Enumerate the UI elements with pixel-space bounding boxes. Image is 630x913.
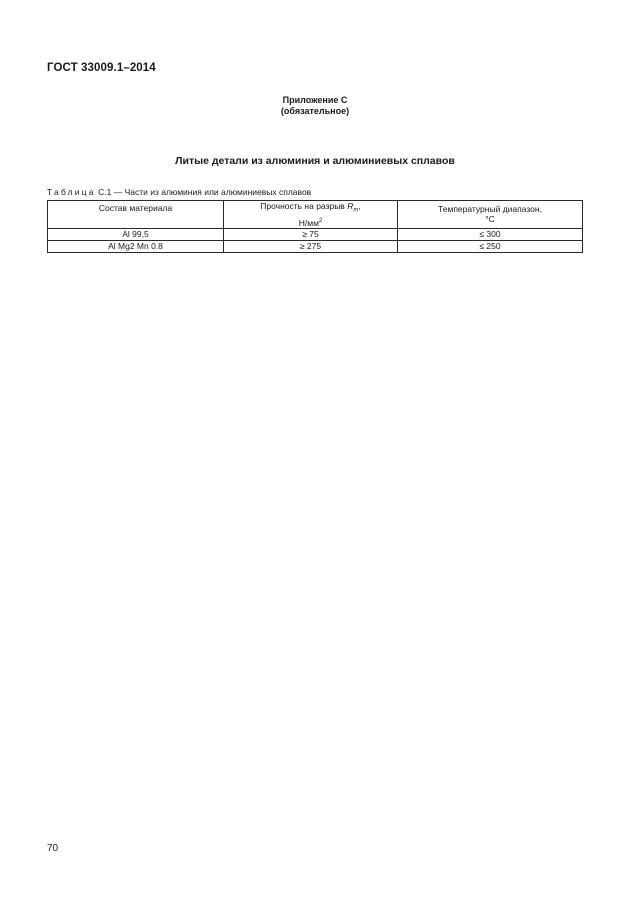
document-header: ГОСТ 33009.1–2014: [47, 62, 156, 74]
appendix-title: Приложение C: [282, 95, 348, 105]
page-number: 70: [47, 843, 59, 854]
cell-temperature: ≤ 250: [398, 240, 583, 252]
table-header-row: [48, 201, 583, 229]
cell-strength: ≥ 75: [224, 228, 398, 240]
table-row: [48, 240, 583, 252]
cell-material: Al 99,5: [48, 228, 224, 240]
table-caption-prefix: Таблица: [47, 187, 96, 197]
section-title: Литые детали из алюминия и алюминиевых сплавов: [175, 155, 455, 167]
header-strength-unit-exp: 2: [318, 217, 323, 224]
header-temperature: [398, 201, 583, 229]
table-caption-dash: —: [113, 187, 123, 197]
cell-temperature: ≤ 300: [398, 228, 583, 240]
cell-material: Al Mg2 Mn 0.8: [48, 240, 224, 252]
table-row: [48, 228, 583, 240]
header-strength-symbol: R: [347, 201, 354, 211]
materials-table: [47, 200, 583, 253]
header-strength-sub: m: [353, 207, 359, 214]
header-strength-unit: Н/мм: [298, 217, 319, 228]
header-temperature-main: Температурный диапазон,: [438, 204, 542, 215]
header-temperature-unit: °C: [485, 214, 495, 225]
appendix-block: [0, 95, 630, 117]
table-caption: [47, 187, 311, 197]
cell-strength: ≥ 275: [224, 240, 398, 252]
header-material: Состав материала: [48, 201, 224, 229]
table-caption-text: Части из алюминия или алюминиевых сплавов: [124, 187, 312, 197]
table-caption-number: C.1: [98, 187, 112, 197]
header-strength-main: Прочность на разрыв: [260, 201, 345, 211]
appendix-status: (обязательное): [280, 106, 350, 116]
header-strength: Прочность на разрыв $R_m$, $Н/мм^2$: [224, 201, 398, 229]
